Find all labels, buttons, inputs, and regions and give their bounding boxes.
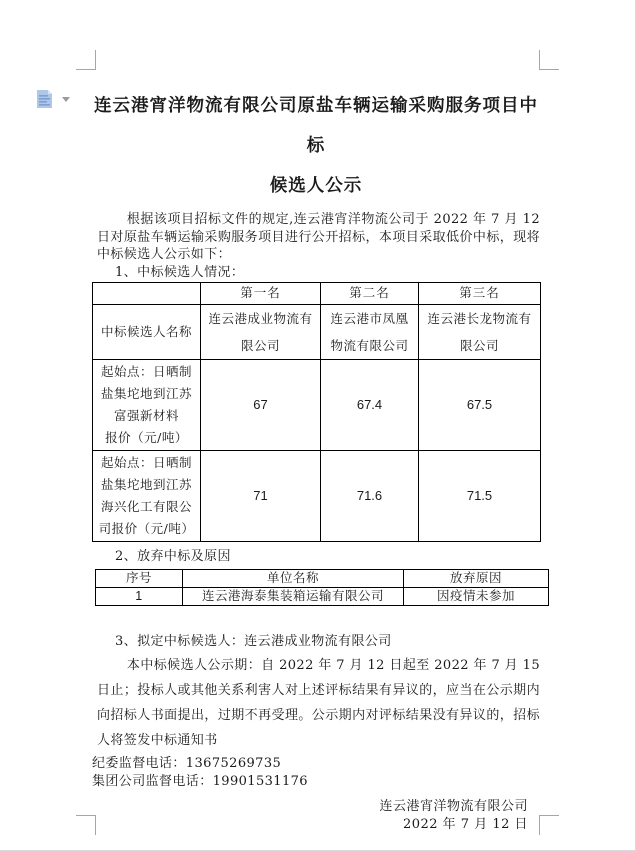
candidate-names-row: [93, 304, 541, 359]
abandon-table-row: [96, 587, 549, 605]
section3-heading: 3、拟定中标候选人：连云港成业物流有限公司: [115, 633, 392, 649]
crop-mark-bottom-right: [539, 815, 559, 835]
header-cell-first: 第一名: [201, 282, 321, 304]
crop-mark-top-right: [539, 50, 559, 70]
abandon-reason: 因疫情未参加: [404, 587, 549, 605]
header-cell-blank: [93, 282, 201, 304]
row-label-quote-fuqiang: [93, 359, 201, 450]
closing-paragraph: 本中标候选人公示期：自 2022 年 7 月 12 日起至 2022 年 7 月 15 日止；投标人或其他关系利害人对上述评标结果有异议的，应当在公示期内向招标人书面提出，过期不再受理。公示期内对评标结果没有异议的，招标人将签发中标通知书: [97, 658, 540, 749]
group-phone-line: 集团公司监督电话：19901531176: [92, 774, 308, 790]
header-cell-reason: 放弃原因: [404, 569, 549, 587]
section2-heading: 2、放弃中标及原因: [115, 548, 231, 564]
abandon-company: 连云港海泰集装箱运输有限公司: [183, 587, 404, 605]
title-line-2: 候选人公示: [269, 176, 363, 196]
intro-paragraph: 根据该项目招标文件的规定,连云港宵洋物流公司于 2022 年 7 月 12 日对原盐车辆运输采购服务项目进行公开招标，本项目采取低价中标，现将中标候选人公示如下：: [97, 212, 540, 263]
header-cell-second: 第二名: [321, 282, 419, 304]
paste-options-button[interactable]: [36, 89, 70, 111]
title-line-1: 连云港宵洋物流有限公司原盐车辆运输采购服务项目中标: [94, 96, 538, 156]
quote-unit-text: 报价（元/吨）: [105, 429, 188, 445]
document-title: [92, 0, 540, 206]
document-body: [92, 0, 540, 834]
quote-route-text: 起始点：日晒制盐集坨地到江苏富强新材料: [100, 363, 192, 423]
signature-date: 2022 年 7 月 12 日: [402, 817, 528, 833]
header-cell-serial: 序号: [96, 569, 183, 587]
abandon-table-header-row: [96, 569, 549, 587]
row-label-candidate-name: 中标候选人名称: [93, 304, 201, 359]
quote-fuqiang-1: 67: [201, 359, 321, 450]
quote-row-haixing: [93, 450, 541, 541]
header-cell-third: 第三名: [419, 282, 541, 304]
candidates-table: [92, 282, 541, 542]
abandon-table: [95, 569, 549, 606]
candidates-table-header-row: [93, 282, 541, 304]
quote-haixing-1: 71: [201, 450, 321, 541]
candidate-2-name: 连云港市凤凰物流有限公司: [321, 304, 419, 359]
chevron-down-icon[interactable]: [62, 97, 70, 102]
quote-row-fuqiang: [93, 359, 541, 450]
section1-heading: 1、中标候选人情况：: [115, 265, 245, 281]
quote-haixing-2: 71.6: [321, 450, 419, 541]
candidate-1-name: 连云港成业物流有限公司: [201, 304, 321, 359]
signature-company: 连云港宵洋物流有限公司: [379, 799, 528, 815]
candidate-3-name: 连云港长龙物流有限公司: [419, 304, 541, 359]
discipline-phone-line: 纪委监督电话：13675269735: [92, 756, 282, 772]
row-label-quote-haixing: 起始点：日晒制盐集坨地到江苏海兴化工有限公司报价（元/吨）: [93, 450, 201, 541]
quote-fuqiang-3: 67.5: [419, 359, 541, 450]
quote-fuqiang-2: 67.4: [321, 359, 419, 450]
abandon-serial: 1: [96, 587, 183, 605]
quote-haixing-3: 71.5: [419, 450, 541, 541]
header-cell-company: 单位名称: [183, 569, 404, 587]
